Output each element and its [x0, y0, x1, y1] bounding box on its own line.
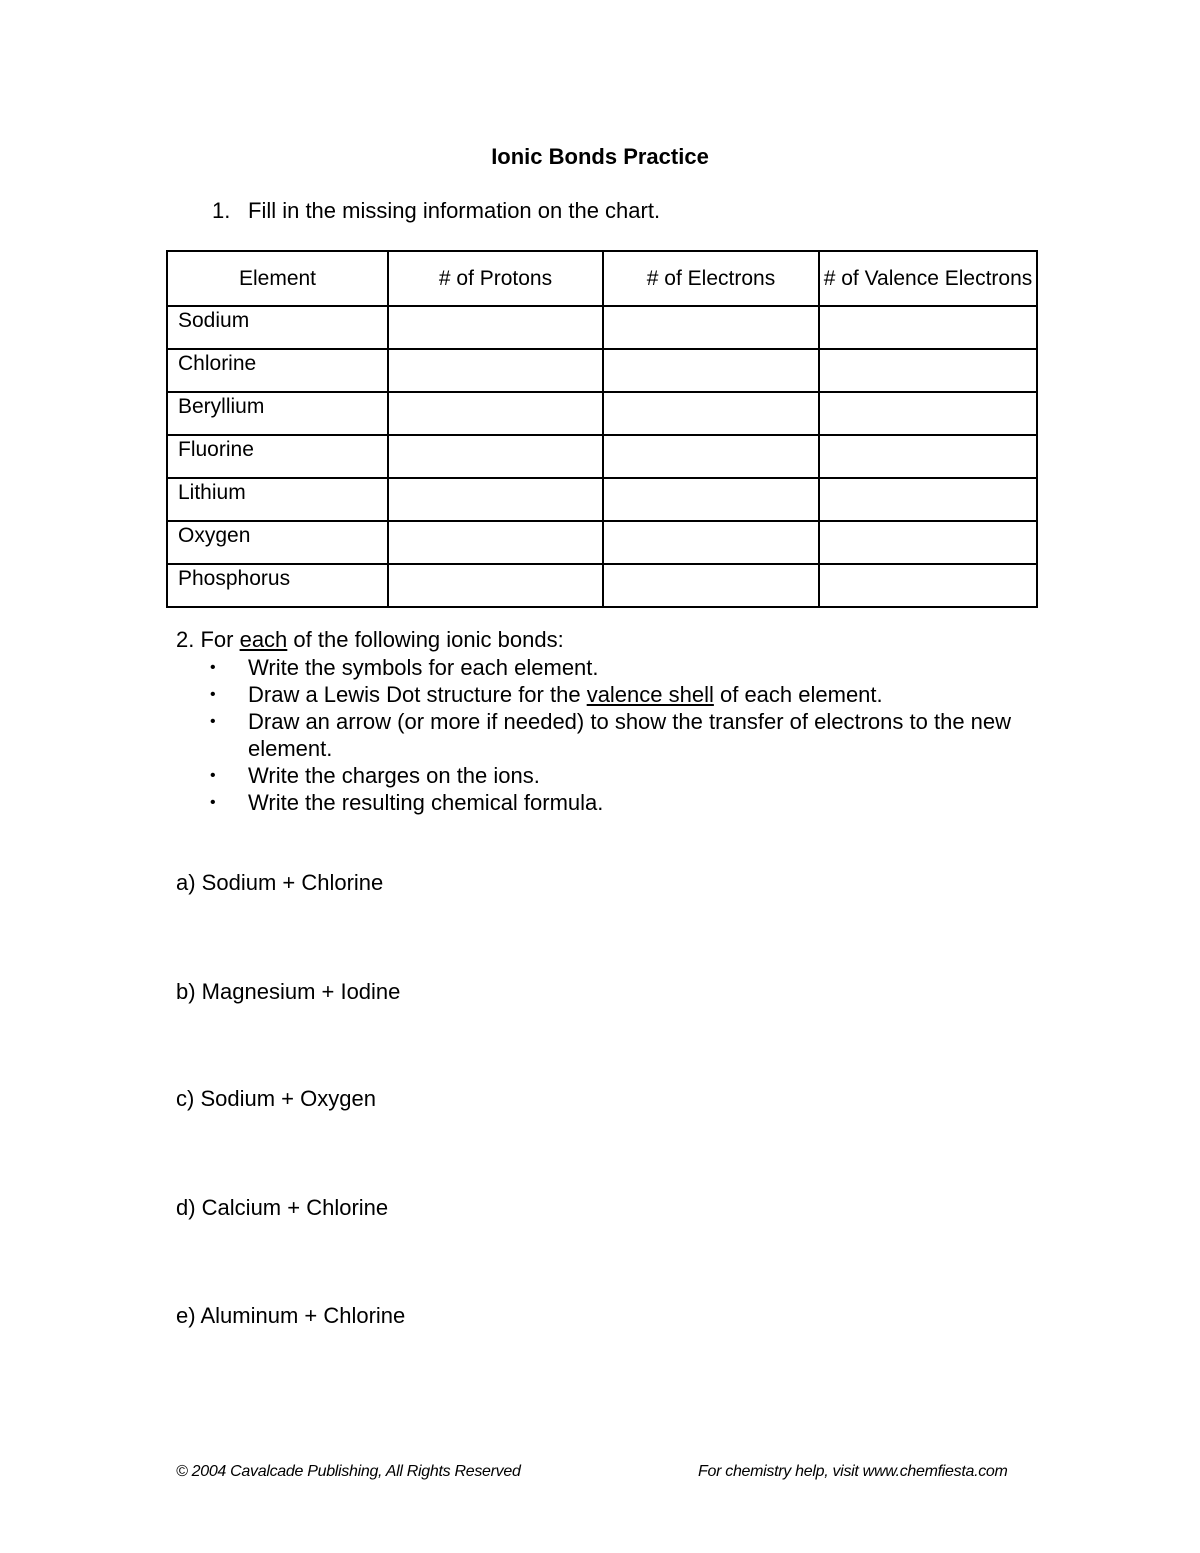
protons-cell[interactable] [388, 392, 603, 435]
element-chart [166, 250, 1038, 608]
intro-underlined: each [239, 627, 288, 652]
question-1-number: 1. [212, 198, 231, 223]
question-2-intro [176, 626, 1056, 654]
bullet-text-prefix: Draw a Lewis Dot structure for the [248, 682, 587, 707]
instruction-list [176, 654, 1056, 816]
valence-cell[interactable] [819, 435, 1037, 478]
bond-pair-e: e) Aluminum + Chlorine [176, 1303, 406, 1328]
bullet-icon: • [210, 659, 216, 676]
table-row [167, 564, 1037, 607]
question-2 [176, 626, 1056, 816]
valence-cell[interactable] [819, 349, 1037, 392]
element-name: Beryllium [167, 392, 388, 435]
bullet-text: Write the resulting chemical formula. [248, 790, 604, 815]
header-protons: # of Protons [388, 251, 603, 306]
valence-cell[interactable] [819, 564, 1037, 607]
element-name: Oxygen [167, 521, 388, 564]
element-name: Fluorine [167, 435, 388, 478]
list-item [176, 654, 1056, 681]
footer-copyright: © 2004 Cavalcade Publishing, All Rights Reserved [176, 1463, 521, 1480]
electrons-cell[interactable] [603, 349, 819, 392]
electrons-cell[interactable] [603, 478, 819, 521]
valence-cell[interactable] [819, 392, 1037, 435]
element-name: Phosphorus [167, 564, 388, 607]
table-row [167, 478, 1037, 521]
valence-cell[interactable] [819, 521, 1037, 564]
table-row [167, 435, 1037, 478]
bullet-text: Write the symbols for each element. [248, 655, 599, 680]
bullet-text-underlined: valence shell [586, 682, 714, 707]
bullet-text: Draw an arrow (or more if needed) to show the transfer of electrons to the new element. [248, 709, 1012, 761]
valence-cell[interactable] [819, 306, 1037, 349]
list-item [176, 708, 1056, 762]
intro-prefix: 2. For [176, 627, 240, 652]
bullet-icon: • [210, 713, 216, 730]
list-item [176, 789, 1056, 816]
list-item [176, 762, 1056, 789]
chart-header-row [167, 251, 1037, 306]
electrons-cell[interactable] [603, 392, 819, 435]
element-name: Lithium [167, 478, 388, 521]
header-element: Element [167, 251, 388, 306]
question-1-text: Fill in the missing information on the chart. [248, 198, 661, 223]
protons-cell[interactable] [388, 521, 603, 564]
protons-cell[interactable] [388, 435, 603, 478]
electrons-cell[interactable] [603, 564, 819, 607]
protons-cell[interactable] [388, 349, 603, 392]
bullet-icon: • [210, 767, 216, 784]
bullet-text: Write the charges on the ions. [248, 763, 540, 788]
table-row [167, 306, 1037, 349]
protons-cell[interactable] [388, 564, 603, 607]
bullet-icon: • [210, 686, 216, 703]
bullet-icon: • [210, 794, 216, 811]
intro-suffix: of the following ionic bonds: [287, 627, 564, 652]
table-row [167, 521, 1037, 564]
bond-pair-a: a) Sodium + Chlorine [176, 870, 384, 895]
bond-pair-b: b) Magnesium + Iodine [176, 979, 401, 1004]
bond-pair-d: d) Calcium + Chlorine [176, 1195, 389, 1220]
table-row [167, 392, 1037, 435]
header-valence-electrons: # of Valence Electrons [819, 251, 1037, 306]
page-title: Ionic Bonds Practice [491, 144, 709, 169]
electrons-cell[interactable] [603, 435, 819, 478]
valence-cell[interactable] [819, 478, 1037, 521]
protons-cell[interactable] [388, 306, 603, 349]
electrons-cell[interactable] [603, 306, 819, 349]
header-electrons: # of Electrons [603, 251, 819, 306]
question-1 [212, 198, 660, 224]
electrons-cell[interactable] [603, 521, 819, 564]
bond-pair-c: c) Sodium + Oxygen [176, 1086, 376, 1111]
table-row [167, 349, 1037, 392]
element-name: Sodium [167, 306, 388, 349]
protons-cell[interactable] [388, 478, 603, 521]
footer-help: For chemistry help, visit www.chemfiesta.com [698, 1463, 1008, 1480]
bullet-text-suffix: of each element. [713, 682, 883, 707]
list-item [176, 681, 1056, 708]
element-name: Chlorine [167, 349, 388, 392]
